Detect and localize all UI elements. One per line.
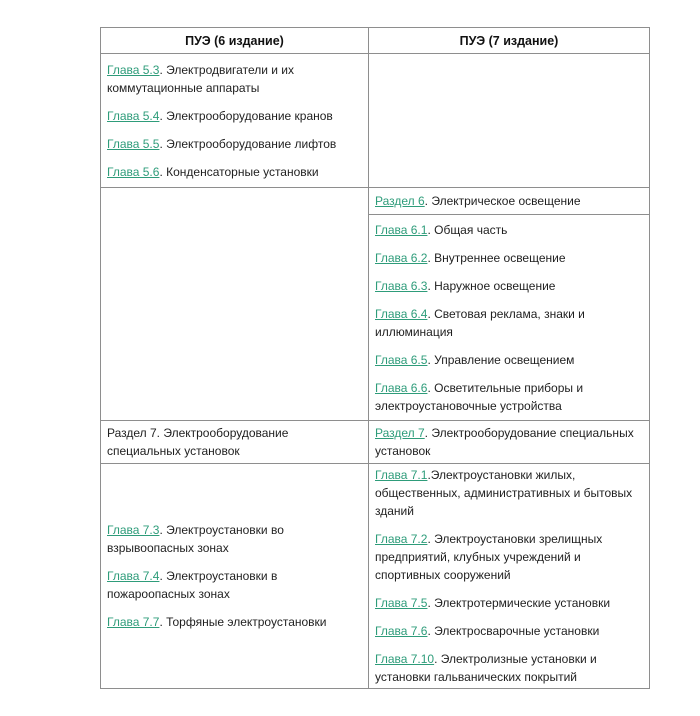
chapter-link[interactable]: Глава 7.6: [375, 624, 428, 638]
toc-entry: [107, 61, 365, 97]
cell-pue7-empty: [369, 54, 650, 188]
cell-pue6-chapters-7: [101, 464, 369, 689]
entry-text: . Электроустановки зрелищных предприятий, клубных учреждений и спортивных сооружений: [375, 532, 603, 582]
entry-text: . Электроустановки во взрывоопасных зонах: [107, 523, 284, 555]
toc-entry: [375, 379, 646, 415]
toc-entry: [375, 249, 646, 267]
row-chapters-7: [101, 464, 650, 689]
entry-text: . Общая часть: [427, 222, 508, 237]
entry-text: . Осветительные приборы и электроустановочные устройства: [375, 380, 584, 413]
section-link[interactable]: Раздел 7: [375, 426, 425, 440]
column-header-pue7: ПУЭ (7 издание): [369, 28, 650, 54]
chapter-link[interactable]: Глава 7.1: [375, 468, 428, 482]
toc-entry: [375, 351, 646, 369]
row-chapters-5: [101, 54, 650, 188]
entry-text: . Электрооборудование кранов: [159, 108, 333, 123]
entry-text: . Электросварочные установки: [427, 624, 600, 638]
chapter-link[interactable]: Глава 7.2: [375, 532, 428, 546]
toc-entry: [375, 622, 646, 640]
entry-text: . Электротермические установки: [427, 596, 611, 610]
cell-pue7-section-7: [369, 421, 650, 464]
entry-text: . Электроустановки в пожароопасных зонах: [107, 569, 278, 601]
chapter-link[interactable]: Глава 6.3: [375, 278, 428, 293]
entry-text: . Управление освещением: [427, 352, 575, 367]
chapter-link[interactable]: Глава 7.10: [375, 652, 435, 666]
entry-text: . Световая реклама, знаки и иллюминация: [375, 306, 585, 339]
toc-entry: [107, 163, 365, 181]
pue-comparison-table: [100, 27, 650, 689]
row-section-7: [101, 421, 650, 464]
section-link[interactable]: Раздел 6: [375, 194, 425, 208]
toc-entry: [375, 650, 646, 686]
entry-text: . Торфяные электроустановки: [159, 615, 327, 629]
column-header-pue6: ПУЭ (6 издание): [101, 28, 369, 54]
cell-pue6-section-7: [101, 421, 369, 464]
chapter-link[interactable]: Глава 5.5: [107, 136, 160, 151]
entry-text: . Электрическое освещение: [424, 194, 581, 208]
toc-entry: [375, 594, 646, 612]
chapter-link[interactable]: Глава 6.4: [375, 306, 428, 321]
entry-text: . Электролизные установки и установки гальванических покрытий: [375, 652, 597, 684]
chapter-link[interactable]: Глава 5.6: [107, 164, 160, 179]
entry-text: . Электродвигатели и их коммутационные аппараты: [107, 62, 294, 95]
cell-pue7-chapters-7: [369, 464, 650, 689]
toc-entry: [107, 521, 365, 557]
header-row: [101, 28, 650, 54]
toc-entry: [107, 424, 365, 460]
chapter-link[interactable]: Глава 5.3: [107, 62, 160, 77]
entry-text: . Конденсаторные установки: [159, 164, 319, 179]
toc-entry: [375, 530, 646, 584]
entry-text: . Электрооборудование специальных установок: [375, 426, 634, 458]
toc-entry: [107, 107, 365, 125]
toc-entry: [107, 613, 365, 631]
toc-entry: [375, 277, 646, 295]
chapter-link[interactable]: Глава 7.4: [107, 569, 160, 583]
entry-text: . Внутреннее освещение: [427, 250, 566, 265]
cell-pue7-chapters-6: [369, 215, 650, 421]
cell-pue6-empty: [101, 188, 369, 421]
entry-text: Раздел 7. Электрооборудование специальных установок: [107, 426, 289, 458]
chapter-link[interactable]: Глава 6.2: [375, 250, 428, 265]
toc-entry: [375, 192, 646, 210]
entry-text: .Электроустановки жилых, общественных, административных и бытовых зданий: [375, 468, 633, 518]
chapter-link[interactable]: Глава 7.3: [107, 523, 160, 537]
cell-pue6-chapters-5: [101, 54, 369, 188]
toc-entry: [107, 135, 365, 153]
chapter-link[interactable]: Глава 6.5: [375, 352, 428, 367]
chapter-link[interactable]: Глава 7.7: [107, 615, 160, 629]
row-section-6: [101, 188, 650, 215]
toc-entry: [375, 466, 646, 520]
cell-pue7-section-6: [369, 188, 650, 215]
toc-entry: [375, 424, 646, 460]
chapter-link[interactable]: Глава 6.6: [375, 380, 428, 395]
toc-entry: [375, 221, 646, 239]
chapter-link[interactable]: Глава 7.5: [375, 596, 428, 610]
toc-entry: [107, 567, 365, 603]
chapter-link[interactable]: Глава 6.1: [375, 222, 428, 237]
toc-entry: [375, 305, 646, 341]
chapter-link[interactable]: Глава 5.4: [107, 108, 160, 123]
entry-text: . Наружное освещение: [427, 278, 556, 293]
entry-text: . Электрооборудование лифтов: [159, 136, 337, 151]
